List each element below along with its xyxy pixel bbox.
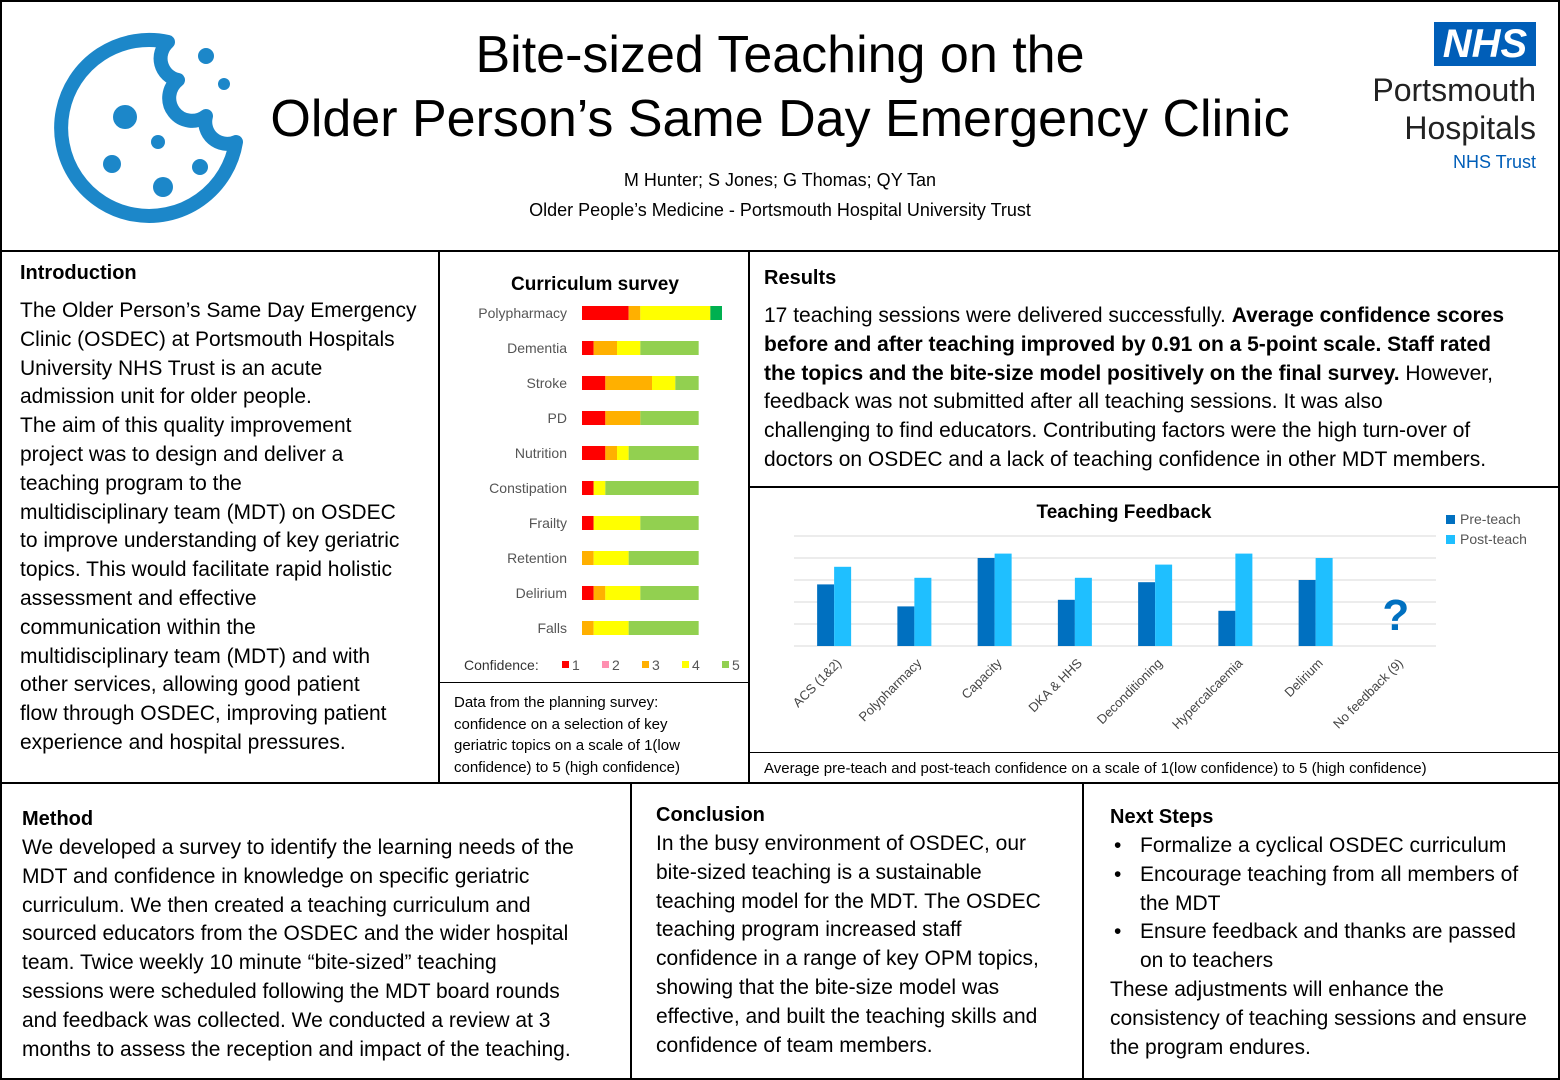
text-line: the program endures. <box>1110 1035 1311 1059</box>
survey-legend-label: 3 <box>652 657 660 673</box>
text-line: confidence in a range of key OPM topics, <box>656 947 1039 971</box>
survey-bar-segment <box>582 551 594 565</box>
text-line: challenging to find educators. Contributing factors were the high turn-over of <box>764 419 1471 443</box>
text-line: multidisciplinary team (MDT) on OSDEC <box>20 500 396 524</box>
survey-bar-segment <box>582 481 594 495</box>
list-item: • Formalize a cyclical OSDEC curriculum <box>1140 832 1558 861</box>
survey-legend-swatch <box>602 661 609 668</box>
list-item: • Encourage teaching from all members of the MDT <box>1140 861 1558 919</box>
survey-bar-segment <box>640 306 710 320</box>
survey-bar-segment <box>594 481 606 495</box>
feedback-bar <box>1075 578 1092 646</box>
feedback-category-label: Capacity <box>958 655 1005 702</box>
survey-bar-segment <box>605 376 652 390</box>
feedback-category-label: ACS (1&2) <box>789 655 845 711</box>
survey-category-label: Polypharmacy <box>478 305 567 321</box>
text-line: The aim of this quality improvement <box>20 414 352 438</box>
text-line: curriculum. We then created a teaching curriculum and <box>22 893 531 917</box>
feedback-category-label: Polypharmacy <box>855 655 925 725</box>
survey-caption-divider <box>440 682 748 683</box>
feedback-bar <box>1316 558 1333 646</box>
survey-category-label: PD <box>547 410 567 426</box>
text-line: months to assess the reception and impact of the teaching. <box>22 1037 571 1061</box>
text-line: topics. This would facilitate rapid holistic <box>20 558 392 582</box>
teaching-feedback-panel <box>748 486 1560 784</box>
survey-bar-segment <box>594 586 606 600</box>
survey-bar-segment <box>605 411 640 425</box>
text-line: to improve understanding of key geriatric <box>20 529 400 553</box>
survey-bar-segment <box>605 481 698 495</box>
survey-legend-label: 1 <box>572 657 580 673</box>
text-line: University NHS Trust is an acute <box>20 356 323 380</box>
text-line: multidisciplinary team (MDT) and with <box>20 644 371 668</box>
survey-caption <box>454 692 744 778</box>
survey-bar-segment <box>640 586 698 600</box>
method-panel <box>0 782 632 1080</box>
survey-legend-swatch <box>562 661 569 668</box>
text-line: doctors on OSDEC and a lack of teaching confidence in other MDT members. <box>764 447 1487 471</box>
introduction-panel <box>0 250 440 784</box>
feedback-bar <box>995 554 1012 646</box>
text-line: confidence of team members. <box>656 1033 933 1057</box>
caption-line: Data from the planning survey: <box>454 694 659 711</box>
text-line: teaching program increased staff <box>656 918 962 942</box>
survey-bar-segment <box>629 621 699 635</box>
introduction-text <box>20 297 440 758</box>
header-panel <box>0 0 1560 252</box>
feedback-bar <box>1218 611 1235 646</box>
survey-bar-segment <box>582 341 594 355</box>
survey-bar-segment <box>640 516 698 530</box>
text-line: These adjustments will enhance the <box>1110 977 1444 1001</box>
nhs-org-line3: NHS Trust <box>1452 152 1536 172</box>
survey-bar-segment <box>710 306 722 320</box>
survey-legend-label: 4 <box>692 657 700 673</box>
feedback-bar <box>817 584 834 646</box>
caption-line: geriatric topics on a scale of 1(low <box>454 737 680 754</box>
feedback-chart-title: Teaching Feedback <box>1036 502 1212 523</box>
text-line: experience and hospital pressures. <box>20 730 346 754</box>
feedback-bar <box>1235 554 1252 646</box>
affiliation: Older People’s Medicine - Portsmouth Hospital University Trust <box>529 200 1031 220</box>
survey-legend-label: 5 <box>732 657 740 673</box>
authors: M Hunter; S Jones; G Thomas; QY Tan <box>623 170 937 190</box>
feedback-legend-swatch <box>1446 515 1455 524</box>
introduction-heading: Introduction <box>20 262 137 284</box>
list-item: • Ensure feedback and thanks are passed on to teachers <box>1140 918 1558 976</box>
results-heading: Results <box>764 267 837 289</box>
feedback-legend-swatch <box>1446 535 1455 544</box>
curriculum-survey-chart <box>440 252 748 682</box>
text-line: consistency of teaching sessions and ensure <box>1110 1006 1527 1030</box>
text-line: bite-sized teaching is a sustainable <box>656 860 982 884</box>
caption-line: confidence on a selection of key <box>454 715 668 733</box>
survey-bar-segment <box>640 341 698 355</box>
text-line: 17 teaching sessions were delivered successfully. Average confidence scores <box>764 304 1505 327</box>
survey-legend-swatch <box>642 661 649 668</box>
survey-legend-swatch <box>722 661 729 668</box>
survey-bar-segment <box>582 306 629 320</box>
feedback-category-label: No feedback (9) <box>1329 655 1406 732</box>
feedback-bar <box>834 567 851 646</box>
text-line: the topics and the bite-size model positively on the final survey. However, <box>764 361 1493 385</box>
text-line: feedback was not submitted after all teaching sessions. It was also <box>764 390 1383 414</box>
survey-bar-segment <box>594 341 617 355</box>
next-steps-panel <box>1082 782 1560 1080</box>
survey-legend-swatch <box>682 661 689 668</box>
caption-line: confidence) to 5 (high confidence) <box>454 758 680 776</box>
text-line: project was to design and deliver a <box>20 442 344 466</box>
feedback-category-label: Deconditioning <box>1093 655 1166 727</box>
next-steps-heading: Next Steps <box>1110 806 1214 828</box>
text-line: assessment and effective <box>20 586 257 610</box>
curriculum-survey-panel <box>438 250 750 784</box>
conclusion-heading: Conclusion <box>656 804 765 826</box>
feedback-bar <box>1299 580 1316 646</box>
text-line: team. Twice weekly 10 minute “bite-sized” teaching <box>22 951 497 975</box>
text-line: effective, and built the teaching skills and <box>656 1004 1038 1028</box>
conclusion-text <box>656 830 1082 1060</box>
feedback-caption: Average pre-teach and post-teach confidence on a scale of 1(low confidence) to 5 (high confidence) <box>764 760 1427 777</box>
survey-bar-segment <box>582 376 605 390</box>
survey-bar-segment <box>582 446 605 460</box>
feedback-legend-label: Post-teach <box>1460 531 1527 547</box>
text-line: In the busy environment of OSDEC, our <box>656 832 1027 855</box>
text-line: communication within the <box>20 615 256 639</box>
text-line: sourced educators from the OSDEC and the wider hospital <box>22 922 569 946</box>
feedback-bar <box>978 558 995 646</box>
teaching-feedback-chart <box>750 488 1558 750</box>
method-text <box>22 834 622 1064</box>
feedback-bar <box>1138 582 1155 646</box>
survey-category-label: Nutrition <box>514 445 567 461</box>
survey-legend-title: Confidence: <box>464 657 539 673</box>
text-line: other services, allowing good patient <box>20 673 360 697</box>
feedback-bar <box>1155 565 1172 646</box>
survey-bar-segment <box>594 516 641 530</box>
feedback-category-label: DKA & HHS <box>1025 655 1085 716</box>
survey-bar-segment <box>594 621 629 635</box>
survey-category-label: Retention <box>507 550 567 566</box>
text-line: teaching model for the MDT. The OSDEC <box>656 889 1041 913</box>
text-line: showing that the bite-size model was <box>656 975 1000 999</box>
survey-bar-segment <box>617 341 640 355</box>
survey-category-label: Frailty <box>528 515 567 531</box>
feedback-category-label: Hypercalcaemia <box>1168 655 1246 733</box>
survey-category-label: Delirium <box>515 585 567 601</box>
results-panel <box>748 250 1560 488</box>
survey-bar-segment <box>582 586 594 600</box>
survey-bar-segment <box>675 376 698 390</box>
feedback-legend-label: Pre-teach <box>1460 511 1521 527</box>
survey-bar-segment <box>652 376 675 390</box>
nhs-badge: NHS <box>1434 22 1536 66</box>
survey-category-label: Constipation <box>489 480 567 496</box>
text-line: teaching program to the <box>20 471 242 495</box>
survey-bar-segment <box>629 306 641 320</box>
survey-legend-label: 2 <box>612 657 620 673</box>
feedback-category-label: Delirium <box>1281 655 1326 700</box>
survey-category-label: Dementia <box>507 340 567 356</box>
results-text <box>764 302 1554 475</box>
feedback-bar <box>1058 600 1075 646</box>
nhs-org-line2: Hospitals <box>1404 110 1536 146</box>
text-line: The Older Person’s Same Day Emergency <box>20 299 417 322</box>
next-steps-list <box>1110 832 1558 976</box>
feedback-bar <box>897 606 914 646</box>
survey-chart-title: Curriculum survey <box>511 274 679 295</box>
survey-bar-segment <box>582 411 605 425</box>
survey-bar-segment <box>629 446 699 460</box>
survey-category-label: Falls <box>537 620 567 636</box>
text-line: and feedback was collected. We conducted a review at 3 <box>22 1008 551 1032</box>
survey-bar-segment <box>582 621 594 635</box>
survey-bar-segment <box>617 446 629 460</box>
survey-bar-segment <box>594 551 629 565</box>
text-line: before and after teaching improved by 0.91 on a 5-point scale. Staff rated <box>764 332 1492 356</box>
nhs-org-line1: Portsmouth <box>1372 72 1536 108</box>
text-line: sessions were scheduled following the MDT board rounds <box>22 979 560 1003</box>
text-line: flow through OSDEC, improving patient <box>20 702 387 726</box>
text-line: We developed a survey to identify the learning needs of the <box>22 836 574 859</box>
text-line: Clinic (OSDEC) at Portsmouth Hospitals <box>20 327 395 351</box>
survey-bar-segment <box>605 586 640 600</box>
text-line: admission unit for older people. <box>20 385 312 409</box>
no-feedback-question-mark: ? <box>1382 591 1410 640</box>
survey-bar-segment <box>629 551 699 565</box>
survey-bar-segment <box>582 516 594 530</box>
poster-title-line2: Older Person’s Same Day Emergency Clinic <box>270 90 1290 148</box>
poster-title-line1: Bite-sized Teaching on the <box>475 26 1085 84</box>
method-heading: Method <box>22 808 94 830</box>
survey-bar-segment <box>640 411 698 425</box>
survey-bar-segment <box>605 446 617 460</box>
feedback-caption-divider <box>750 752 1558 753</box>
feedback-bar <box>914 578 931 646</box>
next-steps-text <box>1110 832 1558 1062</box>
conclusion-panel <box>630 782 1084 1080</box>
text-line: MDT and confidence in knowledge on specific geriatric <box>22 864 530 888</box>
survey-category-label: Stroke <box>526 375 567 391</box>
